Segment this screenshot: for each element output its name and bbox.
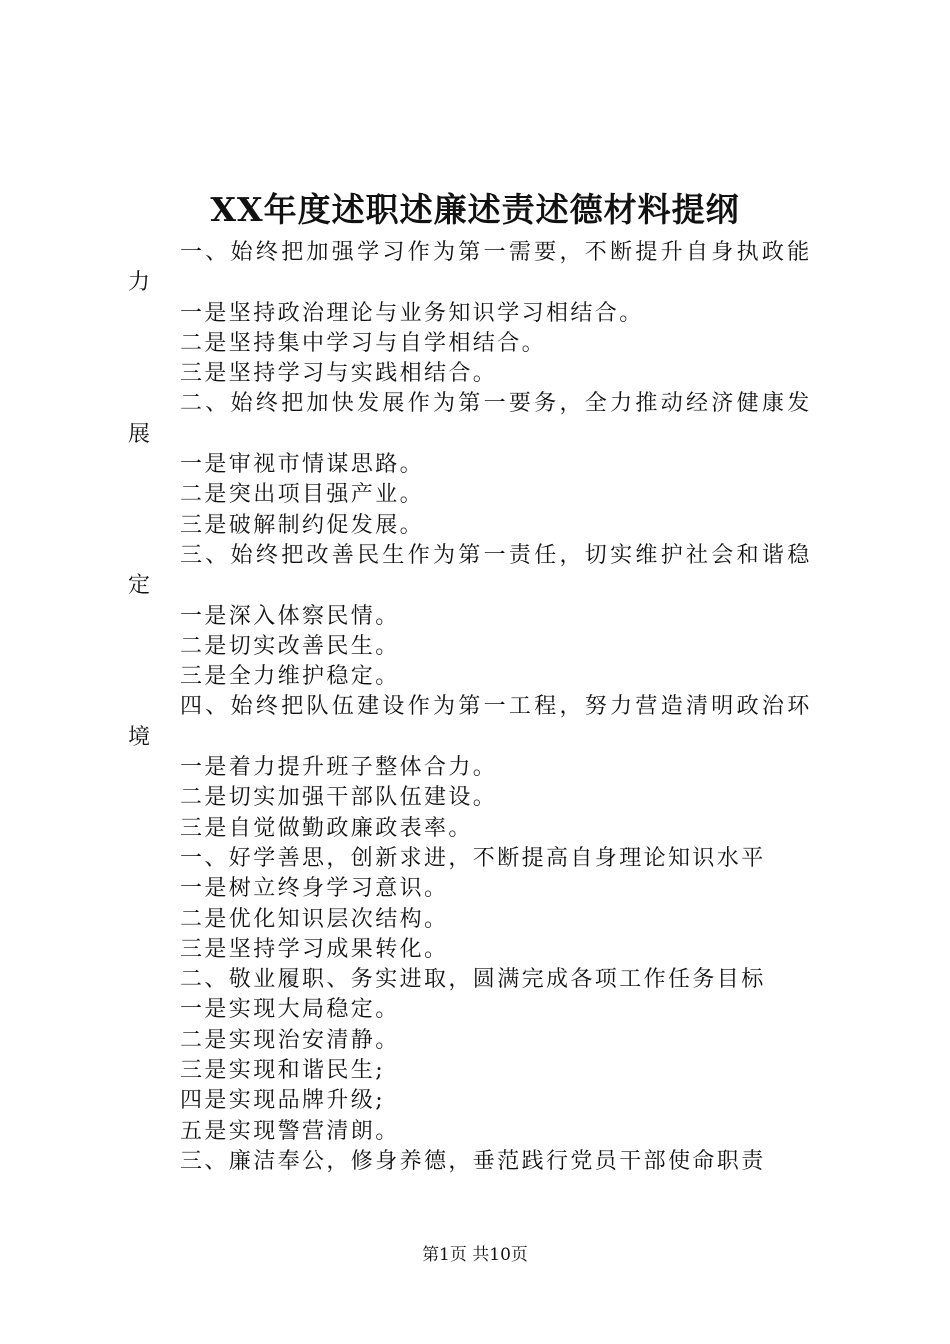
list-item: 二是坚持集中学习与自学相结合。	[180, 330, 547, 356]
list-item: 二是优化知识层次结构。	[180, 906, 449, 932]
list-item: 三是破解制约促发展。	[180, 512, 425, 538]
list-item: 三是全力维护稳定。	[180, 664, 400, 690]
list-item: 三是实现和谐民生;	[180, 1058, 386, 1084]
document-body	[128, 238, 833, 1177]
list-item: 三是坚持学习成果转化。	[180, 936, 449, 962]
section-heading: 四、始终把队伍建设作为第一工程，努力营造清明政治环境	[128, 694, 813, 750]
section-heading: 三、始终把改善民生作为第一责任，切实维护社会和谐稳定	[128, 542, 813, 599]
list-item: 一是坚持政治理论与业务知识学习相结合。	[180, 300, 644, 326]
document-title: XX年度述职述廉述责述德材料提纲	[210, 190, 740, 229]
list-item: 二是实现治安清静。	[180, 1027, 400, 1053]
list-item: 一是审视市情谋思路。	[180, 452, 425, 478]
list-item: 一是着力提升班子整体合力。	[180, 755, 498, 781]
list-item: 二是突出项目强产业。	[180, 482, 425, 508]
list-item: 五是实现警营清朗。	[180, 1118, 400, 1144]
list-item: 一是树立终身学习意识。	[180, 876, 449, 902]
list-item: 二是切实改善民生。	[180, 633, 400, 659]
list-item: 三、廉洁奉公，修身养德，垂范践行党员干部使命职责	[180, 1148, 766, 1174]
list-item: 三是自觉做勤政廉政表率。	[180, 815, 473, 841]
section-heading: 一、始终把加强学习作为第一需要，不断提升自身执政能力	[128, 240, 813, 296]
list-item: 一是深入体察民情。	[180, 603, 400, 629]
section-heading: 二、始终把加快发展作为第一要务，全力推动经济健康发展	[128, 391, 813, 447]
list-item: 三是坚持学习与实践相结合。	[180, 361, 498, 387]
page-footer: 第1页 共10页	[422, 1245, 528, 1265]
list-item: 二、敬业履职、务实进取，圆满完成各项工作任务目标	[180, 967, 766, 993]
list-item: 二是切实加强干部队伍建设。	[180, 785, 498, 811]
list-item: 一是实现大局稳定。	[180, 997, 400, 1023]
list-item: 四是实现品牌升级;	[180, 1088, 386, 1114]
list-item: 一、好学善思，创新求进，不断提高自身理论知识水平	[180, 845, 766, 871]
